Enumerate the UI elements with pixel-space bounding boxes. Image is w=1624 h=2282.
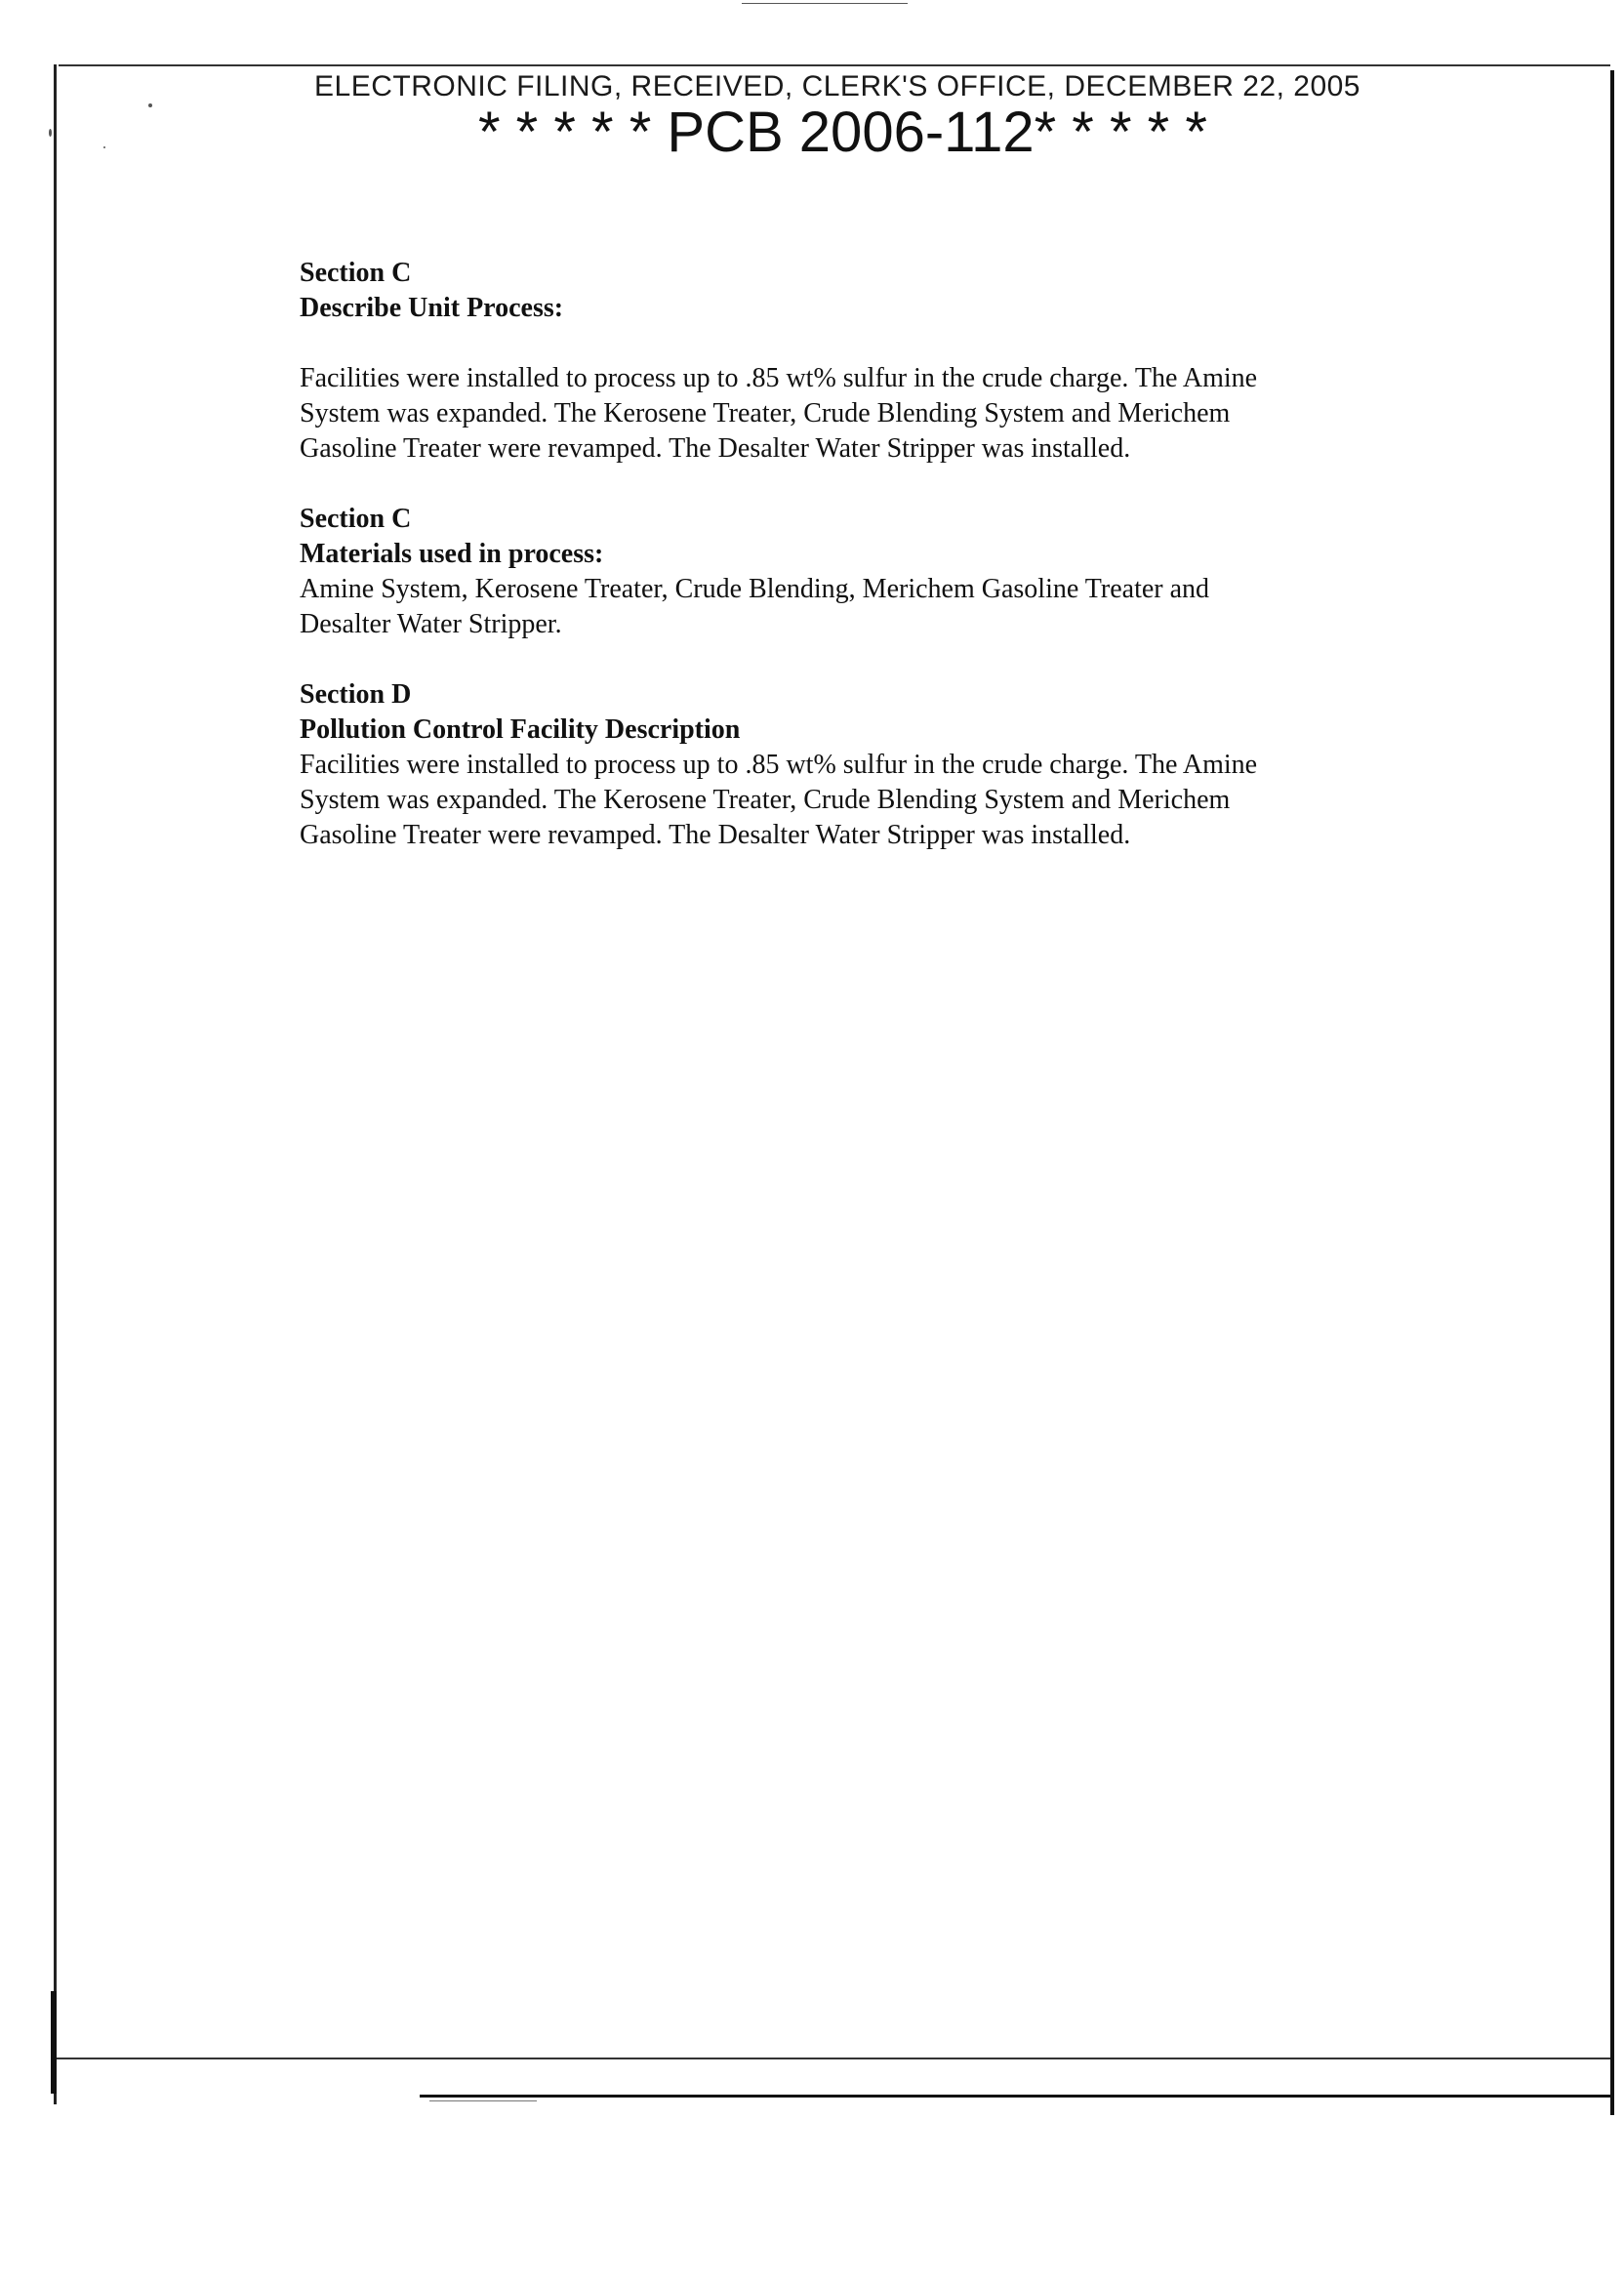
section-pollution-control	[300, 677, 1393, 853]
scan-frame-right	[1610, 70, 1614, 2115]
scan-frame-left-thick	[51, 1991, 57, 2094]
scan-frame-top	[59, 64, 1610, 66]
body-line: Gasoline Treater were revamped. The Desalter Water Stripper was installed.	[300, 820, 1131, 850]
section-label: Section D	[300, 679, 412, 710]
section-label: Section C	[300, 258, 412, 288]
scan-artifact-line	[429, 2100, 537, 2101]
body-line: System was expanded. The Kerosene Treater, Crude Blending System and Merichem	[300, 398, 1231, 428]
scan-speck	[49, 129, 52, 137]
scan-frame-bottom	[57, 2058, 1610, 2059]
filing-stamp: ELECTRONIC FILING, RECEIVED, CLERK'S OFFICE, DECEMBER 22, 2005	[314, 70, 1360, 102]
body-line: Gasoline Treater were revamped. The Desalter Water Stripper was installed.	[300, 433, 1131, 464]
section-materials-used	[300, 502, 1393, 642]
section-title: Materials used in process:	[300, 539, 604, 569]
scan-frame-bottom-lower	[420, 2095, 1614, 2098]
scan-speck	[148, 103, 152, 107]
case-number: * * * * * PCB 2006-112* * * * *	[478, 101, 1207, 164]
body-line: Desalter Water Stripper.	[300, 609, 562, 639]
document-body	[300, 256, 1393, 853]
section-title: Describe Unit Process:	[300, 293, 564, 323]
scan-speck	[103, 146, 105, 148]
body-line: Facilities were installed to process up to .85 wt% sulfur in the crude charge. The Amine	[300, 363, 1258, 393]
body-line: Facilities were installed to process up to .85 wt% sulfur in the crude charge. The Amine	[300, 750, 1258, 780]
section-describe-unit-process	[300, 256, 1393, 467]
section-label: Section C	[300, 504, 412, 534]
section-title: Pollution Control Facility Description	[300, 714, 741, 745]
body-line: System was expanded. The Kerosene Treater, Crude Blending System and Merichem	[300, 785, 1231, 815]
scan-frame-left	[54, 64, 57, 2104]
scan-artifact-line	[742, 3, 908, 4]
body-line: Amine System, Kerosene Treater, Crude Blending, Merichem Gasoline Treater and	[300, 574, 1210, 604]
